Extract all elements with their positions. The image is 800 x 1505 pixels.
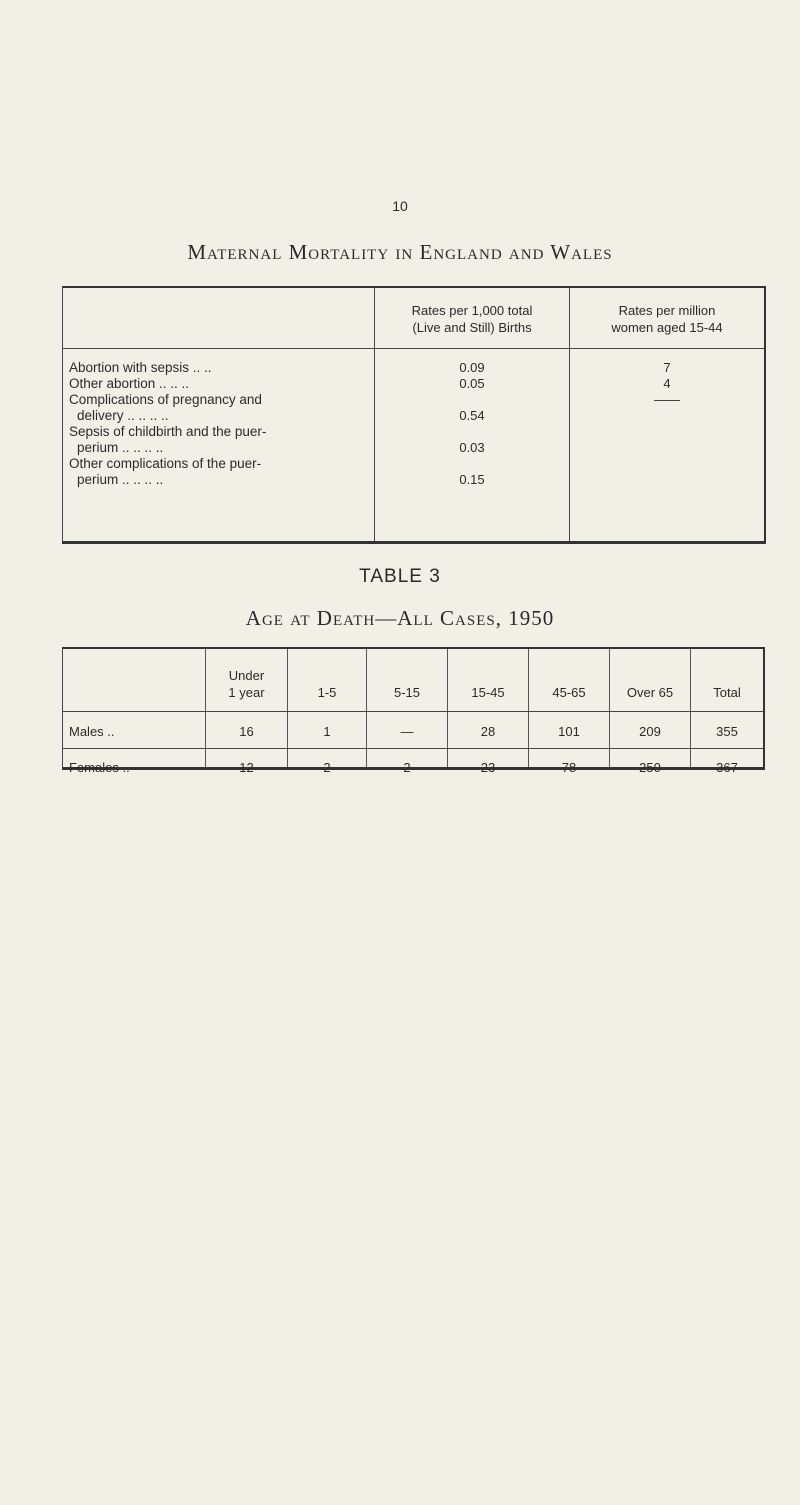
- row-label-continuation: delivery .. .. .. ..: [77, 408, 169, 423]
- header-rates-women: [570, 302, 764, 336]
- table-cell: 78: [561, 760, 577, 775]
- header-total: Total: [713, 685, 741, 700]
- rate-births-cell: 0.09: [459, 360, 485, 375]
- row-label-continuation: perium .. .. .. ..: [77, 472, 164, 487]
- column-divider: [447, 649, 448, 767]
- rate-women-cell: 7: [663, 360, 671, 375]
- table-cell: 209: [639, 724, 661, 739]
- header-divider: [63, 348, 764, 349]
- row-label-complications-pregnancy: Complications of pregnancy and: [69, 392, 262, 407]
- column-divider: [690, 649, 691, 767]
- header-1-5: 1-5: [317, 685, 337, 700]
- table-cell: 355: [716, 724, 738, 739]
- maternal-mortality-title: Maternal Mortality in England and Wales: [187, 240, 613, 264]
- row-label-other-abortion: Other abortion .. .. ..: [69, 376, 190, 391]
- row-label-females: Females ..: [69, 760, 130, 775]
- row-label-other-complications: Other complications of the puer-: [69, 456, 262, 471]
- header-over-65: Over 65: [626, 685, 674, 700]
- row-divider: [63, 748, 763, 749]
- column-divider: [287, 649, 288, 767]
- table-cell: 16: [239, 724, 254, 739]
- page-number: 10: [392, 198, 408, 214]
- table-cell: 2: [323, 760, 331, 775]
- header-under-1-year: [206, 667, 287, 701]
- table-cell: —: [400, 724, 414, 739]
- rate-births-cell: 0.54: [459, 408, 485, 423]
- maternal-mortality-table: [62, 286, 766, 544]
- column-divider: [528, 649, 529, 767]
- table-cell: 28: [480, 724, 496, 739]
- age-at-death-table: [62, 647, 765, 775]
- table-cell: 23: [480, 760, 496, 775]
- row-label-continuation: perium .. .. .. ..: [77, 440, 164, 455]
- table-cell: 1: [323, 724, 331, 739]
- header-divider: [63, 711, 763, 712]
- rate-births-cell: 0.03: [459, 440, 485, 455]
- header-text: (Live and Still) Births: [412, 320, 532, 335]
- table-cell: 12: [239, 760, 254, 775]
- rate-births-cell: 0.15: [459, 472, 485, 487]
- header-text: Rates per million: [618, 303, 716, 318]
- header-text: Rates per 1,000 total: [411, 303, 533, 318]
- row-label-sepsis-childbirth: Sepsis of childbirth and the puer-: [69, 424, 267, 439]
- header-text: Under: [228, 668, 265, 683]
- header-rates-births: [375, 302, 569, 336]
- table3-label: TABLE 3: [359, 566, 441, 587]
- header-5-15: 5-15: [393, 685, 421, 700]
- table-cell: 101: [558, 724, 580, 739]
- table-cell: 2: [403, 760, 411, 775]
- row-label-abortion-sepsis: Abortion with sepsis .. ..: [69, 360, 212, 375]
- header-45-65: 45-65: [552, 685, 586, 700]
- header-text: 1 year: [228, 685, 265, 700]
- header-text: women aged 15-44: [611, 320, 723, 335]
- rate-women-cell: ——: [654, 392, 680, 407]
- table-cell: 250: [639, 760, 661, 775]
- header-15-45: 15-45: [471, 685, 505, 700]
- age-at-death-title: Age at Death—All Cases, 1950: [245, 606, 555, 630]
- column-divider: [609, 649, 610, 767]
- rate-births-cell: 0.05: [459, 376, 485, 391]
- table-cell: 367: [716, 760, 738, 775]
- rate-women-cell: 4: [663, 376, 671, 391]
- column-divider: [366, 649, 367, 767]
- row-label-males: Males ..: [69, 724, 115, 739]
